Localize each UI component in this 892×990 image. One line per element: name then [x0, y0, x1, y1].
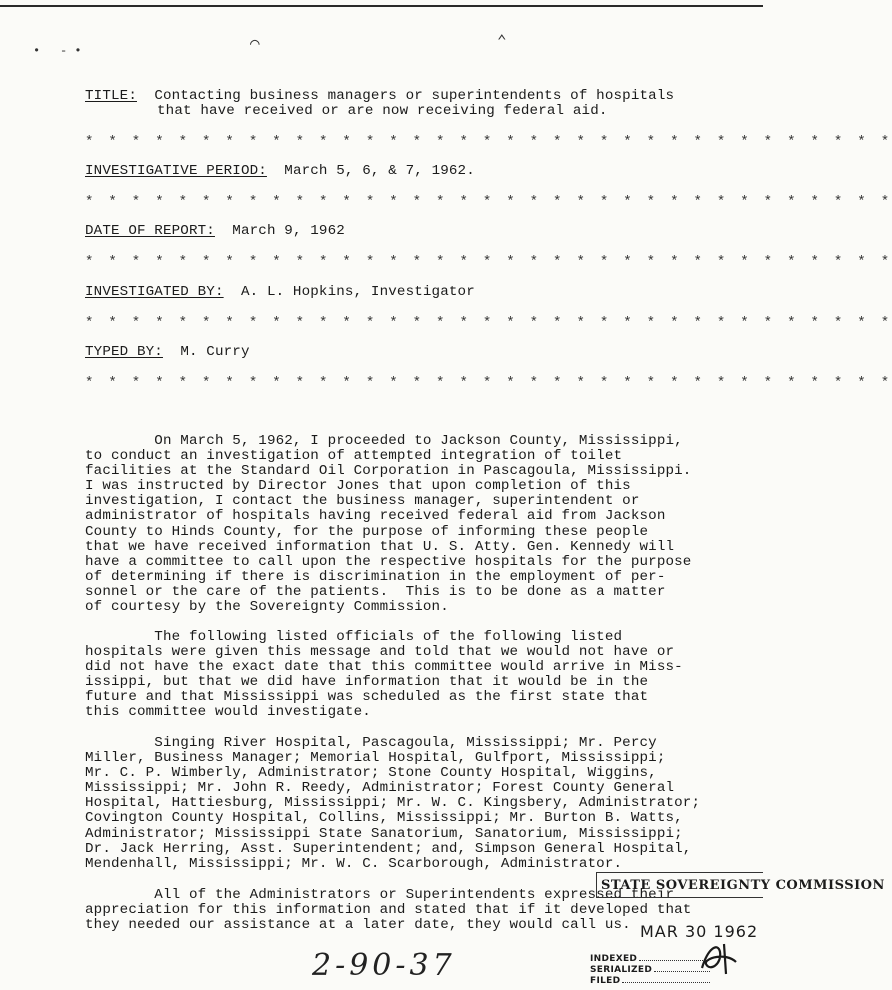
stamp-date: MAR 30 1962: [640, 922, 759, 941]
top-border-line: [0, 5, 763, 7]
date-of-report-label: DATE OF REPORT:: [85, 223, 215, 239]
investigated-by-label: INVESTIGATED BY:: [85, 284, 224, 300]
stamp-filed-label: FILED: [590, 976, 621, 986]
initials-signature-icon: [696, 938, 744, 978]
title-label: TITLE:: [85, 88, 137, 104]
star-separator: * * * * * * * * * * * * * * * * * * * * * * * * * * * * * * * * * * *: [85, 134, 892, 150]
stamp-filed-row: [590, 976, 710, 986]
investigative-period-value: March 5, 6, & 7, 1962.: [284, 163, 475, 179]
stamp-title: STATE SOVEREIGNTY COMMISSION: [596, 872, 763, 898]
star-separator: * * * * * * * * * * * * * * * * * * * * * * * * * * * * * * * * * * *: [85, 315, 892, 331]
star-separator: * * * * * * * * * * * * * * * * * * * * * * * * * * * * * * * * * * *: [85, 194, 892, 210]
body-paragraph-1: On March 5, 1962, I proceeded to Jackson County, Mississippi, to conduct an investigation of attempted integration of toilet facilities at the Standard Oil Corporation in Pascagoula, Mississippi. I was instructed by Director Jones that upon completion of this investigation, I contact the business manager, superintendent or administrator of hospitals having received federal aid from Jackson County to Hinds County, for the purpose of informing these people that we have received information that U. S. Atty. Gen. Kennedy will have a committee to call upon the respective hospitals for the purpose of determining if there is discrimination in the employment of per- sonnel or the care of the patients. This is to be done as a matter of courtesy by the Sovereignty Commission.: [85, 433, 692, 616]
margin-mark: - •: [60, 44, 82, 58]
margin-mark: •: [33, 44, 41, 58]
investigated-by-line: [85, 285, 475, 300]
handwritten-file-number: 2-90-37: [312, 948, 456, 983]
stamp-serialized-label: SERIALIZED: [590, 965, 653, 975]
date-of-report-value: March 9, 1962: [232, 223, 345, 239]
body-paragraph-4: All of the Administrators or Superintendents expressed their appreciation for this information and stated that if it developed that they needed our assistance at a later date, they would call us.: [85, 887, 692, 934]
commission-stamp: [590, 872, 885, 990]
typed-by-value: M. Curry: [180, 344, 250, 360]
stamp-indexed-label: INDEXED: [590, 954, 638, 964]
stamp-serialized-row: [590, 965, 710, 975]
investigated-by-value: A. L. Hopkins, Investigator: [240, 284, 475, 300]
star-separator: * * * * * * * * * * * * * * * * * * * * * * * * * * * * * * * * * * *: [85, 375, 892, 391]
punch-mark: ⌃: [497, 33, 507, 51]
typed-by-line: [85, 345, 250, 360]
star-separator: * * * * * * * * * * * * * * * * * * * * * * * * * * * * * * * * * * *: [85, 254, 892, 270]
investigative-period-label: INVESTIGATIVE PERIOD:: [85, 163, 267, 179]
body-paragraph-2: The following listed officials of the following listed hospitals were given this message and told that we would not have or did not have the exact date that this committee would arrive in Miss- issippi, but that we did have information that it would be in the future and that Mississippi was scheduled as the first state that this committee would investigate.: [85, 629, 683, 721]
investigative-period-line: [85, 164, 475, 179]
date-of-report-line: [85, 224, 345, 239]
title-text-1: Contacting business managers or superintendents of hospitals: [154, 88, 675, 104]
stamp-indexed-row: [590, 954, 709, 964]
typed-by-label: TYPED BY:: [85, 344, 163, 360]
stamp-dotted-line: [622, 982, 710, 983]
title-line-1: [85, 89, 674, 104]
body-paragraph-3: Singing River Hospital, Pascagoula, Mississippi; Mr. Percy Miller, Business Manager; Memorial Hospital, Gulfport, Mississippi; Mr. C. P. Wimberly, Administrator; Stone County Hospital, Wiggins, Mississippi; Mr. John R. Reedy, Administrator; Forest County General Hospital, Hattiesburg, Mississippi; Mr. W. C. Kingsbery, Administrator; Covington County Hospital, Collins, Mississippi; Mr. Burton B. Watts, Administrator; Mississippi State Sanatorium, Sanatorium, Mississippi; Dr. Jack Herring, Asst. Superintendent; and, Simpson General Hospital, Mendenhall, Mississippi; Mr. W. C. Scarborough, Administrator.: [85, 735, 701, 872]
title-text-2: that have received or are now receiving federal aid.: [157, 103, 608, 119]
punch-mark: ⌒: [250, 35, 260, 53]
